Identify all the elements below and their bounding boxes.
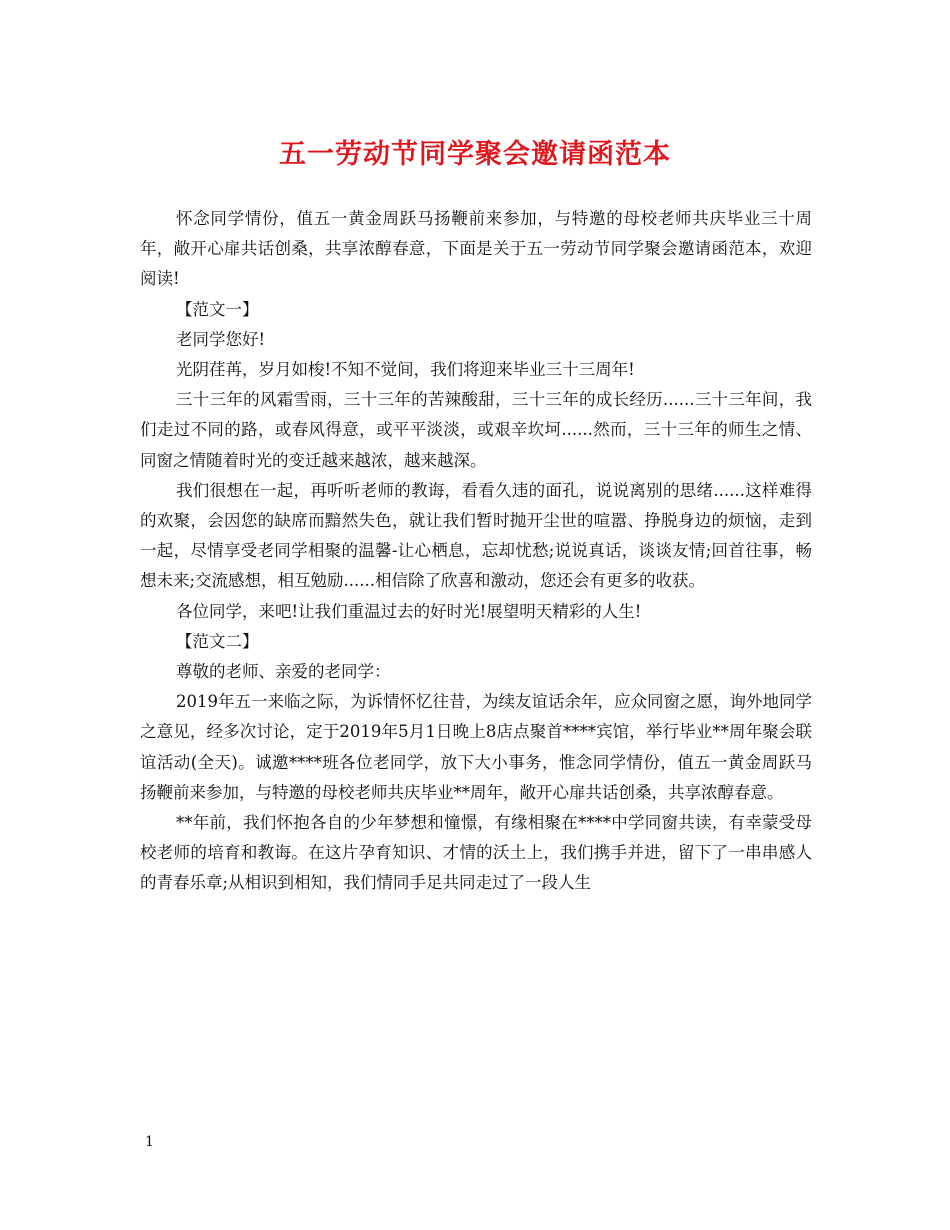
intro-paragraph: 怀念同学情份，值五一黄金周跃马扬鞭前来参加，与特邀的母校老师共庆毕业三十周年，敞开心扉共话创桑，共享浓醇春意，下面是关于五一劳动节同学聚会邀请函范本，欢迎阅读! <box>140 209 812 289</box>
body-paragraph: 光阴荏苒，岁月如梭!不知不觉间，我们将迎来毕业三十三周年! <box>176 360 635 380</box>
page-number: 1 <box>145 1134 154 1150</box>
section-heading-sample-one: 【范文一】 <box>176 299 259 319</box>
document-title: 五一劳动节同学聚会邀请函范本 <box>279 139 671 170</box>
document-body <box>140 204 812 899</box>
body-paragraph: **年前，我们怀抱各自的少年梦想和憧憬，有缘相聚在****中学同窗共读，有幸蒙受母校老师的培育和教诲。在这片孕育知识、才情的沃土上，我们携手并进，留下了一串串感人的青春乐章;从相识到相知，我们情同手足共同走过了一段人生 <box>140 813 812 893</box>
greeting-paragraph: 尊敬的老师、亲爱的老同学： <box>176 662 391 682</box>
body-paragraph: 各位同学，来吧!让我们重温过去的好时光!展望明天精彩的人生! <box>176 601 642 621</box>
body-paragraph: 2019年五一来临之际，为诉情怀忆往昔，为续友谊话余年，应众同窗之愿，询外地同学之意见，经多次讨论，定于2019年5月1日晚上8店点聚首****宾馆，举行毕业**周年聚会联谊活动(全天)。诚邀****班各位老同学，放下大小事务，惟念同学情份，值五一黄金周跃马扬鞭前来参加，与特邀的母校老师共庆毕业**周年，敞开心扉共话创桑，共享浓醇春意。 <box>140 692 812 802</box>
section-heading-sample-two: 【范文二】 <box>176 631 259 651</box>
greeting-paragraph: 老同学您好! <box>176 329 266 349</box>
body-paragraph: 我们很想在一起，再听听老师的教诲，看看久违的面孔，说说离别的思绪......这样难得的欢聚，会因您的缺席而黯然失色，就让我们暂时抛开尘世的喧嚣、挣脱身边的烦恼，走到一起，尽情享受老同学相聚的温馨-让心栖息，忘却忧愁;说说真话，谈谈友情;回首往事，畅想未来;交流感想，相互勉励......相信除了欣喜和激动，您还会有更多的收获。 <box>140 480 812 591</box>
body-paragraph: 三十三年的风霜雪雨，三十三年的苦辣酸甜，三十三年的成长经历......三十三年间，我们走过不同的路，或春风得意，或平平淡淡，或艰辛坎坷......然而，三十三年的师生之情、同窗之情随着时光的变迁越来越浓，越来越深。 <box>140 390 812 470</box>
